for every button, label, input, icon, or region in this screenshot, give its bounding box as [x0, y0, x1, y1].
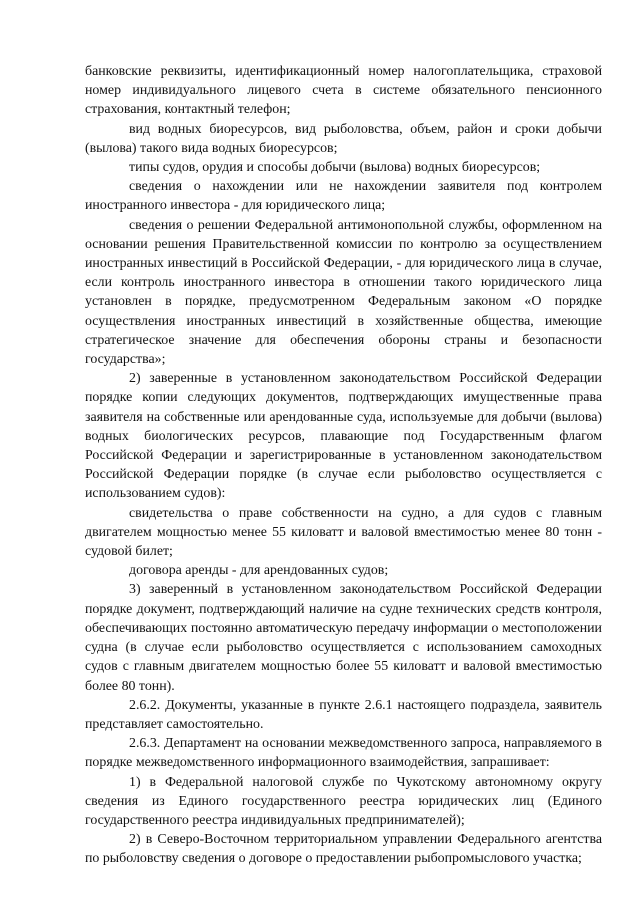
paragraph: банковские реквизиты, идентификационный номер налогоплательщика, страховой номер индивидуального лицевого счета в системе обязательного пенсионного страхования, контактный телефон;	[85, 64, 602, 118]
paragraph: 3) заверенный в установленном законодательством Российской Федерации порядке документ, подтверждающий наличие на судне технических средств контроля, обеспечивающих постоянно автоматическую передачу информации о местоположении судна (в случае если рыболовство осуществляется с использованием самоходных судов с главным двигателем мощностью более 55 киловатт и валовой вместимостью более 80 тонн).	[85, 582, 602, 694]
paragraph: типы судов, орудия и способы добычи (вылова) водных биоресурсов;	[129, 160, 541, 176]
paragraph: договора аренды - для арендованных судов;	[129, 563, 389, 579]
paragraph: сведения о решении Федеральной антимонопольной службы, оформленном на основании решения Правительственной комиссии по контролю за осуществлением иностранных инвестиций в Российской Федерации, - для юридического лица в случае, если контроль иностранного инвестора в отношении такого юридического лица установлен в порядке, предусмотренном Федеральным законом «О порядке осуществления иностранных инвестиций в хозяйственные общества, имеющие стратегическое значение для обеспечения обороны страны и безопасности государства»;	[85, 217, 602, 368]
paragraph: 2.6.2. Документы, указанные в пункте 2.6.1 настоящего подраздела, заявитель представляет самостоятельно.	[85, 697, 602, 732]
paragraph: вид водных биоресурсов, вид рыболовства, объем, район и сроки добычи (вылова) такого вида водных биоресурсов;	[85, 121, 602, 156]
paragraph: 2) заверенные в установленном законодательством Российской Федерации порядке копии следующих документов, подтверждающих имущественные права заявителя на собственные или арендованные суда, используемые для добычи (вылова) водных биологических ресурсов, плавающие под Государственным флагом Российской Федерации и зарегистрированные в установленном законодательством Российской Федерации порядке (в случае если рыболовство осуществляется с использованием судов):	[85, 371, 602, 502]
paragraph: 2) в Северо-Восточном территориальном управлении Федерального агентства по рыболовству сведения о договоре о предоставлении рыбопромыслового участка;	[85, 832, 602, 867]
paragraph: сведения о нахождении или не нахождении заявителя под контролем иностранного инвестора - для юридического лица;	[85, 179, 602, 214]
paragraph: 1) в Федеральной налоговой службе по Чукотскому автономному округу сведения из Единого государственного реестра юридических лиц (Единого государственного реестра индивидуальных предпринимателей);	[85, 774, 602, 828]
document-body	[85, 62, 602, 869]
paragraph: 2.6.3. Департамент на основании межведомственного запроса, направляемого в порядке межведомственного информационного взаимодействия, запрашивает:	[85, 736, 602, 771]
paragraph: свидетельства о праве собственности на судно, а для судов с главным двигателем мощностью менее 55 киловатт и валовой вместимостью менее 80 тонн - судовой билет;	[85, 505, 602, 560]
